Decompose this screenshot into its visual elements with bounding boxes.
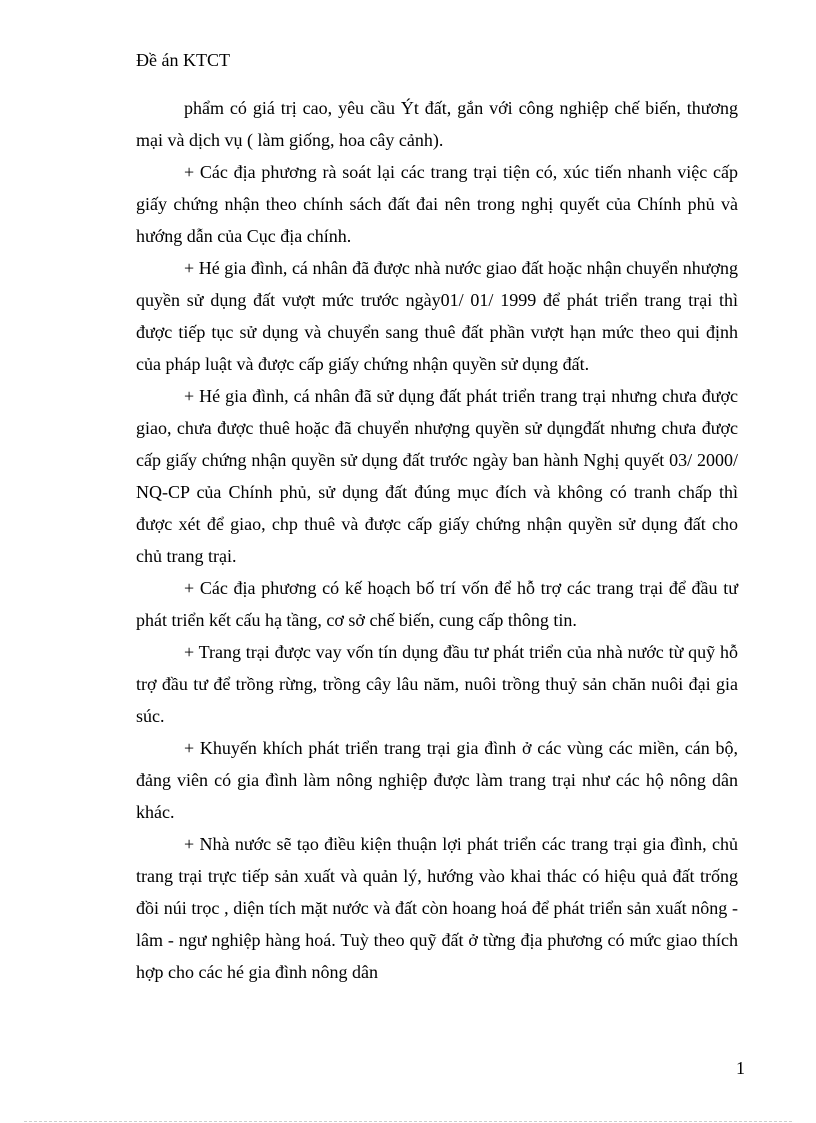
paragraph-5: + Các địa phương có kế hoạch bố trí vốn để hỗ trợ các trang trại để đầu tư phát triển kết cấu hạ tầng, cơ sở chế biến, cung cấp thông tin. [136, 578, 738, 630]
page-number: 1 [736, 1058, 745, 1078]
paragraph-1: phẩm có giá trị cao, yêu cầu Ýt đất, gắn với công nghiệp chế biến, thương mại và dịch vụ ( làm giống, hoa cây cảnh). [136, 98, 738, 150]
document-body [136, 92, 738, 988]
paragraph-7: + Khuyến khích phát triển trang trại gia đình ở các vùng các miền, cán bộ, đảng viên có gia đình làm nông nghiệp được làm trang trại như các hộ nông dân khác. [136, 738, 738, 822]
paragraph-8: + Nhà nước sẽ tạo điều kiện thuận lợi phát triển các trang trại gia đình, chủ trang trại trực tiếp sản xuất và quản lý, hướng vào khai thác có hiệu quả đất trống đồi núi trọc , diện tích mặt nước và đất còn hoang hoá để phát triển sản xuất nông - lâm - ngư nghiệp hàng hoá. Tuỳ theo quỹ đất ở từng địa phương có mức giao thích hợp cho các hé gia đình nông dân [136, 834, 738, 982]
paragraph-2: + Các địa phương rà soát lại các trang trại tiện có, xúc tiến nhanh việc cấp giấy chứng nhận theo chính sách đất đai nên trong nghị quyết của Chính phủ và hướng dẫn của Cục địa chính. [136, 162, 738, 246]
page-bottom-divider [24, 1121, 792, 1122]
paragraph-4: + Hé gia đình, cá nhân đã sử dụng đất phát triển trang trại nhưng chưa được giao, chưa được thuê hoặc đã chuyển nhượng quyền sử dụngđất nhưng chưa được cấp giấy chứng nhận quyền sử dụng đất trước ngày ban hành Nghị quyết 03/ 2000/ NQ-CP của Chính phủ, sử dụng đất đúng mục đích và không có tranh chấp thì được xét để giao, chp thuê và được cấp giấy chứng nhận quyền sử dụng đất cho chủ trang trại. [136, 386, 738, 566]
paragraph-6: + Trang trại được vay vốn tín dụng đầu tư phát triển của nhà nước từ quỹ hỗ trợ đầu tư để trồng rừng, trồng cây lâu năm, nuôi trồng thuỷ sản chăn nuôi đại gia súc. [136, 642, 738, 726]
paragraph-3: + Hé gia đình, cá nhân đã được nhà nước giao đất hoặc nhận chuyển nhượng quyền sử dụng đất vượt mức trước ngày01/ 01/ 1999 để phát triển trang trại thì được tiếp tục sử dụng và chuyển sang thuê đất phần vượt hạn mức theo qui định của pháp luật và được cấp giấy chứng nhận quyền sử dụng đất. [136, 258, 738, 374]
page-header-title: Đề án KTCT [136, 50, 230, 70]
